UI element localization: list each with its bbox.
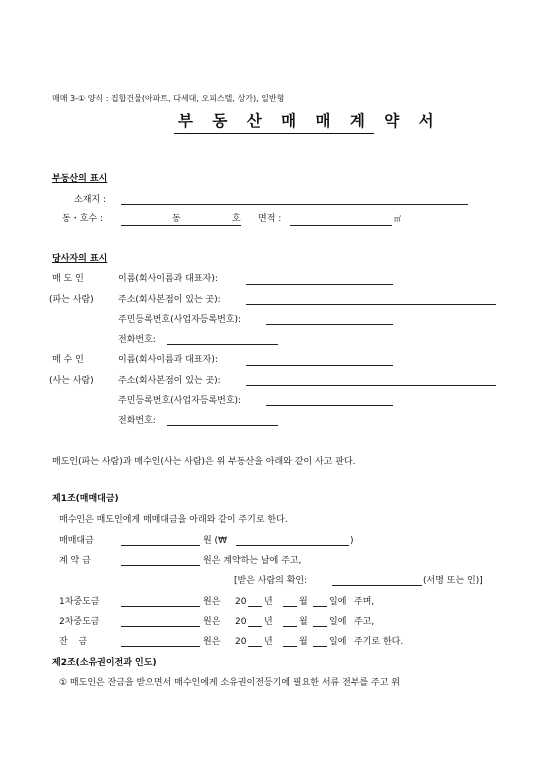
area-field[interactable]	[290, 225, 392, 226]
receipt-field[interactable]	[332, 585, 422, 586]
balance-month: 월	[299, 637, 308, 647]
mid1-label: 1차중도금	[59, 597, 100, 607]
mid2-year: 년	[264, 617, 273, 627]
seller-phone-field[interactable]	[167, 344, 278, 345]
seller-id-label: 주민등록번호(사업자등록번호):	[118, 315, 242, 325]
dong-label: 동	[172, 214, 181, 224]
buyer-name-label: 이름(회사이름과 대표자):	[118, 355, 218, 365]
mid2-amount-field[interactable]	[121, 626, 200, 627]
receipt-label: [받은 사람의 확인:	[234, 576, 308, 586]
mid1-day-field[interactable]	[313, 606, 327, 607]
area-label: 면적 :	[258, 214, 282, 224]
area-unit: ㎡	[394, 215, 401, 223]
mid1-year-field[interactable]	[248, 606, 262, 607]
balance-year-prefix: 20	[235, 637, 247, 647]
price-field[interactable]	[121, 545, 200, 546]
buyer-phone-label: 전화번호:	[118, 416, 156, 426]
mid2-month: 월	[299, 617, 308, 627]
unit-field[interactable]	[121, 225, 241, 226]
balance-give: 주기로 한다.	[354, 637, 404, 647]
mid2-year-field[interactable]	[248, 626, 262, 627]
page-title: 부 동 산 매 매 계 약 서	[178, 111, 441, 130]
deposit-text: 원은 계약하는 날에 주고,	[203, 556, 302, 566]
deposit-field[interactable]	[121, 565, 200, 566]
seller-alias: (파는 사람)	[49, 295, 94, 305]
address-field[interactable]	[121, 204, 468, 205]
buyer-phone-field[interactable]	[167, 425, 278, 426]
balance-won: 원은	[203, 637, 221, 647]
ho-label: 호	[232, 214, 241, 224]
mid2-year-prefix: 20	[235, 617, 247, 627]
seller-id-field[interactable]	[266, 324, 393, 325]
balance-month-field[interactable]	[283, 646, 297, 647]
seller-label: 매 도 인	[52, 274, 84, 284]
mid1-year-prefix: 20	[235, 597, 247, 607]
buyer-id-label: 주민등록번호(사업자등록번호):	[118, 396, 242, 406]
balance-amount-field[interactable]	[121, 646, 200, 647]
seller-name-label: 이름(회사이름과 대표자):	[118, 274, 218, 284]
price-numeral-field[interactable]	[236, 545, 349, 546]
buyer-id-field[interactable]	[266, 405, 393, 406]
mid2-month-field[interactable]	[283, 626, 297, 627]
seller-phone-label: 전화번호:	[118, 335, 156, 345]
statement-text: 매도인(파는 사람)과 매수인(사는 사람)은 위 부동산을 아래와 같이 사고 판다.	[52, 457, 356, 467]
balance-year: 년	[264, 637, 273, 647]
seller-address-field[interactable]	[246, 304, 496, 305]
mid1-won: 원은	[203, 597, 221, 607]
mid2-label: 2차중도금	[59, 617, 100, 627]
mid2-day: 일에	[329, 617, 347, 627]
balance-label: 잔 금	[59, 637, 92, 647]
mid2-day-field[interactable]	[313, 626, 327, 627]
buyer-address-label: 주소(회사본점이 있는 곳):	[118, 376, 221, 386]
mid1-amount-field[interactable]	[121, 606, 200, 607]
seller-name-field[interactable]	[246, 284, 393, 285]
balance-day-field[interactable]	[313, 646, 327, 647]
article2-clause1: ① 매도인은 잔금을 받으면서 매수인에게 소유권이전등기에 필요한 서류 전부를 주고 위	[59, 678, 400, 688]
deposit-label: 계 약 금	[59, 556, 91, 566]
mid1-year: 년	[264, 597, 273, 607]
buyer-label: 매 수 인	[52, 355, 84, 365]
buyer-alias: (사는 사람)	[49, 376, 94, 386]
mid2-give: 주고,	[354, 617, 375, 627]
balance-year-field[interactable]	[248, 646, 262, 647]
buyer-name-field[interactable]	[246, 365, 393, 366]
title-underline	[174, 133, 374, 134]
mid1-month: 월	[299, 597, 308, 607]
form-type-label: 매매 3-① 양식 : 집합건물(아파트, 다세대, 오피스텔, 상가), 일반형	[52, 94, 285, 103]
receipt-end: (서명 또는 인)]	[423, 576, 483, 586]
mid2-won: 원은	[203, 617, 221, 627]
mid1-day: 일에	[329, 597, 347, 607]
seller-address-label: 주소(회사본점이 있는 곳):	[118, 295, 221, 305]
parties-section-heading: 당사자의 표시	[52, 254, 108, 264]
buyer-address-field[interactable]	[246, 385, 496, 386]
balance-day: 일에	[329, 637, 347, 647]
article1-heading: 제1조(매매대금)	[52, 494, 119, 504]
price-won-label: 원 (₩	[203, 536, 227, 546]
property-section-heading: 부동산의 표시	[52, 174, 108, 184]
mid1-month-field[interactable]	[283, 606, 297, 607]
price-label: 매매대금	[59, 536, 94, 546]
mid1-give: 주며,	[354, 597, 375, 607]
article2-heading: 제2조(소유권이전과 인도)	[52, 658, 157, 668]
address-label: 소재지 :	[74, 195, 106, 205]
price-paren-close: )	[350, 536, 354, 546]
unit-label: 동・호수 :	[62, 214, 103, 224]
article1-intro: 매수인은 매도인에게 매매대금을 아래와 같이 주기로 한다.	[59, 515, 288, 525]
